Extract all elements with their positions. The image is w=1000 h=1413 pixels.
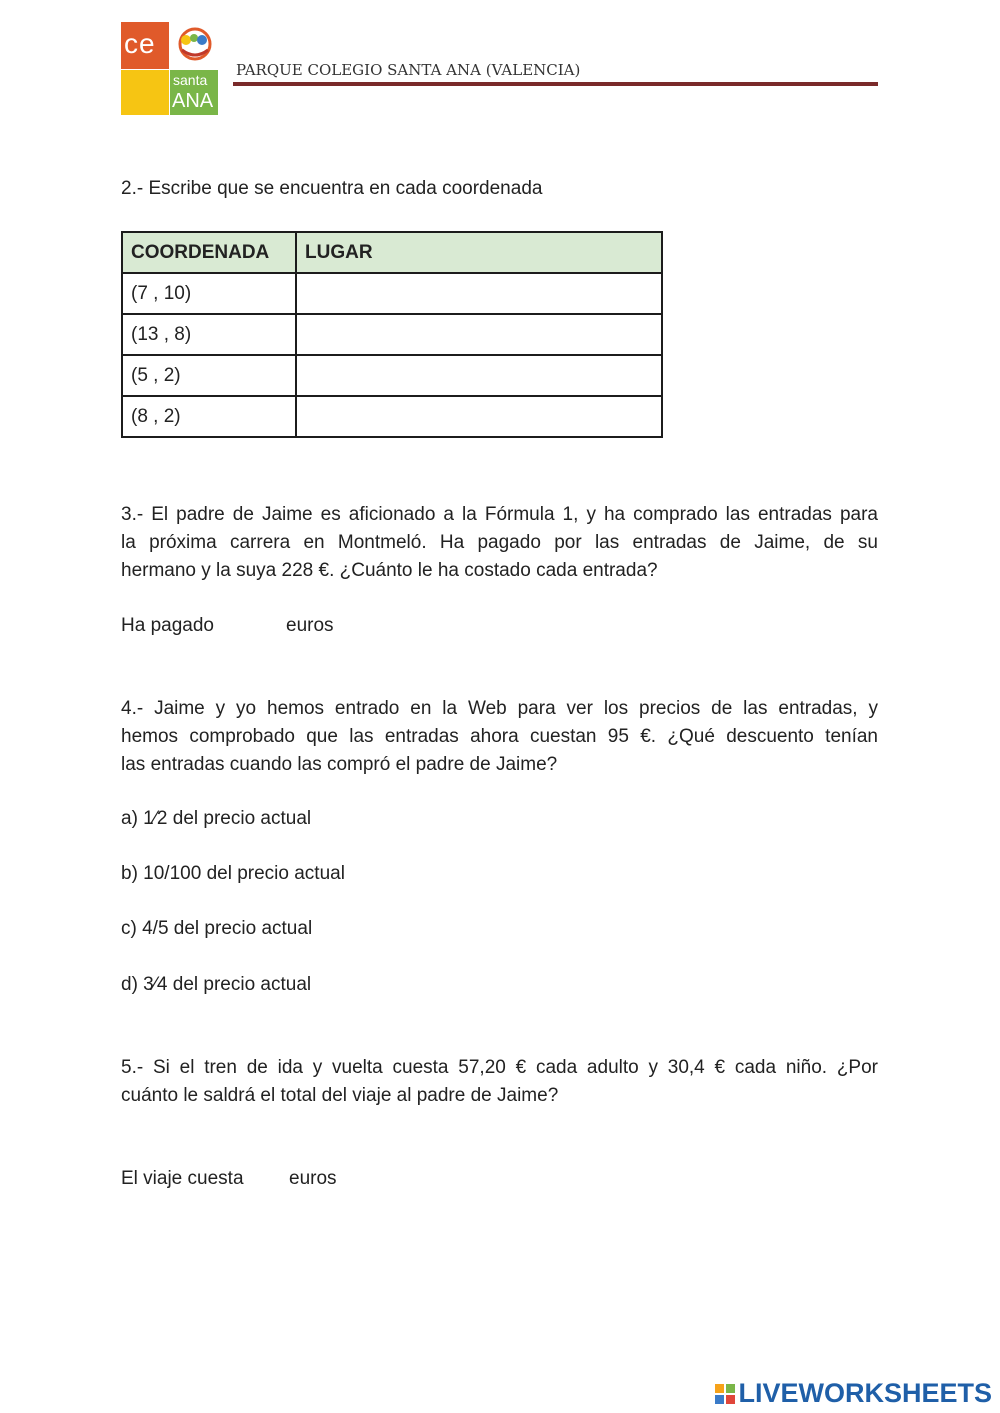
q4-line: 4.- Jaime y yo hemos entrado en la Web para ver los precios de las entradas, y (121, 698, 878, 719)
lugar-answer-cell[interactable] (296, 355, 662, 396)
q2-title: 2.- Escribe que se encuentra en cada coordenada (121, 178, 543, 199)
q4-option-d[interactable]: d) 3⁄4 del precio actual (121, 974, 312, 995)
q5-line: cuánto le saldrá el total del viaje al padre de Jaime? (121, 1085, 559, 1106)
table-row (122, 273, 662, 314)
logo-santa-text: santa (173, 72, 208, 88)
table-row (122, 355, 662, 396)
q3-line: la próxima carrera en Montmeló. Ha pagado por las entradas de Jaime, de su (121, 532, 878, 553)
q4-line: las entradas cuando las compró el padre de Jaime? (121, 754, 558, 775)
coordinate-cell: (8 , 2) (122, 396, 296, 437)
liveworksheets-brand: LIVEWORKSHEETS (738, 1378, 992, 1408)
q3-line: hermano y la suya 228 €. ¿Cuánto le ha costado cada entrada? (121, 560, 658, 581)
q3-paragraph (121, 501, 878, 585)
q3-answer-suffix: euros (286, 615, 334, 636)
lugar-answer-cell[interactable] (296, 396, 662, 437)
q4-paragraph (121, 695, 878, 779)
header-divider (233, 82, 878, 86)
logo-green-block (170, 70, 218, 115)
column-header-lugar: LUGAR (296, 232, 662, 273)
column-header-coordenada: COORDENADA (122, 232, 296, 273)
logo-ce-text: ce (124, 28, 156, 59)
q4-option-b[interactable]: b) 10/100 del precio actual (121, 863, 345, 884)
table-header-row (122, 232, 662, 273)
lugar-answer-cell[interactable] (296, 314, 662, 355)
q4-option-c[interactable]: c) 4/5 del precio actual (121, 918, 313, 939)
logo-ana-text: ANA (172, 90, 214, 112)
school-name: PARQUE COLEGIO SANTA ANA (VALENCIA) (236, 61, 581, 79)
q3-line: 3.- El padre de Jaime es aficionado a la Fórmula 1, y ha comprado las entradas para (121, 504, 878, 525)
coordinate-cell: (13 , 8) (122, 314, 296, 355)
logo-emblem-icon (170, 22, 218, 69)
q4-option-a[interactable]: a) 1⁄2 del precio actual (121, 808, 312, 829)
liveworksheets-mark-icon (715, 1384, 735, 1404)
coordinates-table (121, 231, 663, 438)
q3-answer-prefix: Ha pagado (121, 615, 214, 636)
q4-line: hemos comprobado que las entradas ahora cuestan 95 €. ¿Qué descuento tenían (121, 726, 878, 747)
lugar-answer-cell[interactable] (296, 273, 662, 314)
liveworksheets-logo (715, 1378, 992, 1409)
logo-yellow-block (121, 70, 169, 115)
table-row (122, 396, 662, 437)
school-logo (121, 22, 218, 115)
q5-answer-suffix: euros (289, 1168, 337, 1189)
q5-answer-input[interactable] (255, 1167, 285, 1191)
table-row (122, 314, 662, 355)
q5-answer-prefix: El viaje cuesta (121, 1168, 244, 1189)
q3-answer-input[interactable] (224, 614, 282, 638)
q5-line: 5.- Si el tren de ida y vuelta cuesta 57,20 € cada adulto y 30,4 € cada niño. ¿Por (121, 1057, 878, 1078)
q5-paragraph (121, 1054, 878, 1110)
logo-ce-block (121, 22, 169, 69)
coordinate-cell: (7 , 10) (122, 273, 296, 314)
coordinate-cell: (5 , 2) (122, 355, 296, 396)
